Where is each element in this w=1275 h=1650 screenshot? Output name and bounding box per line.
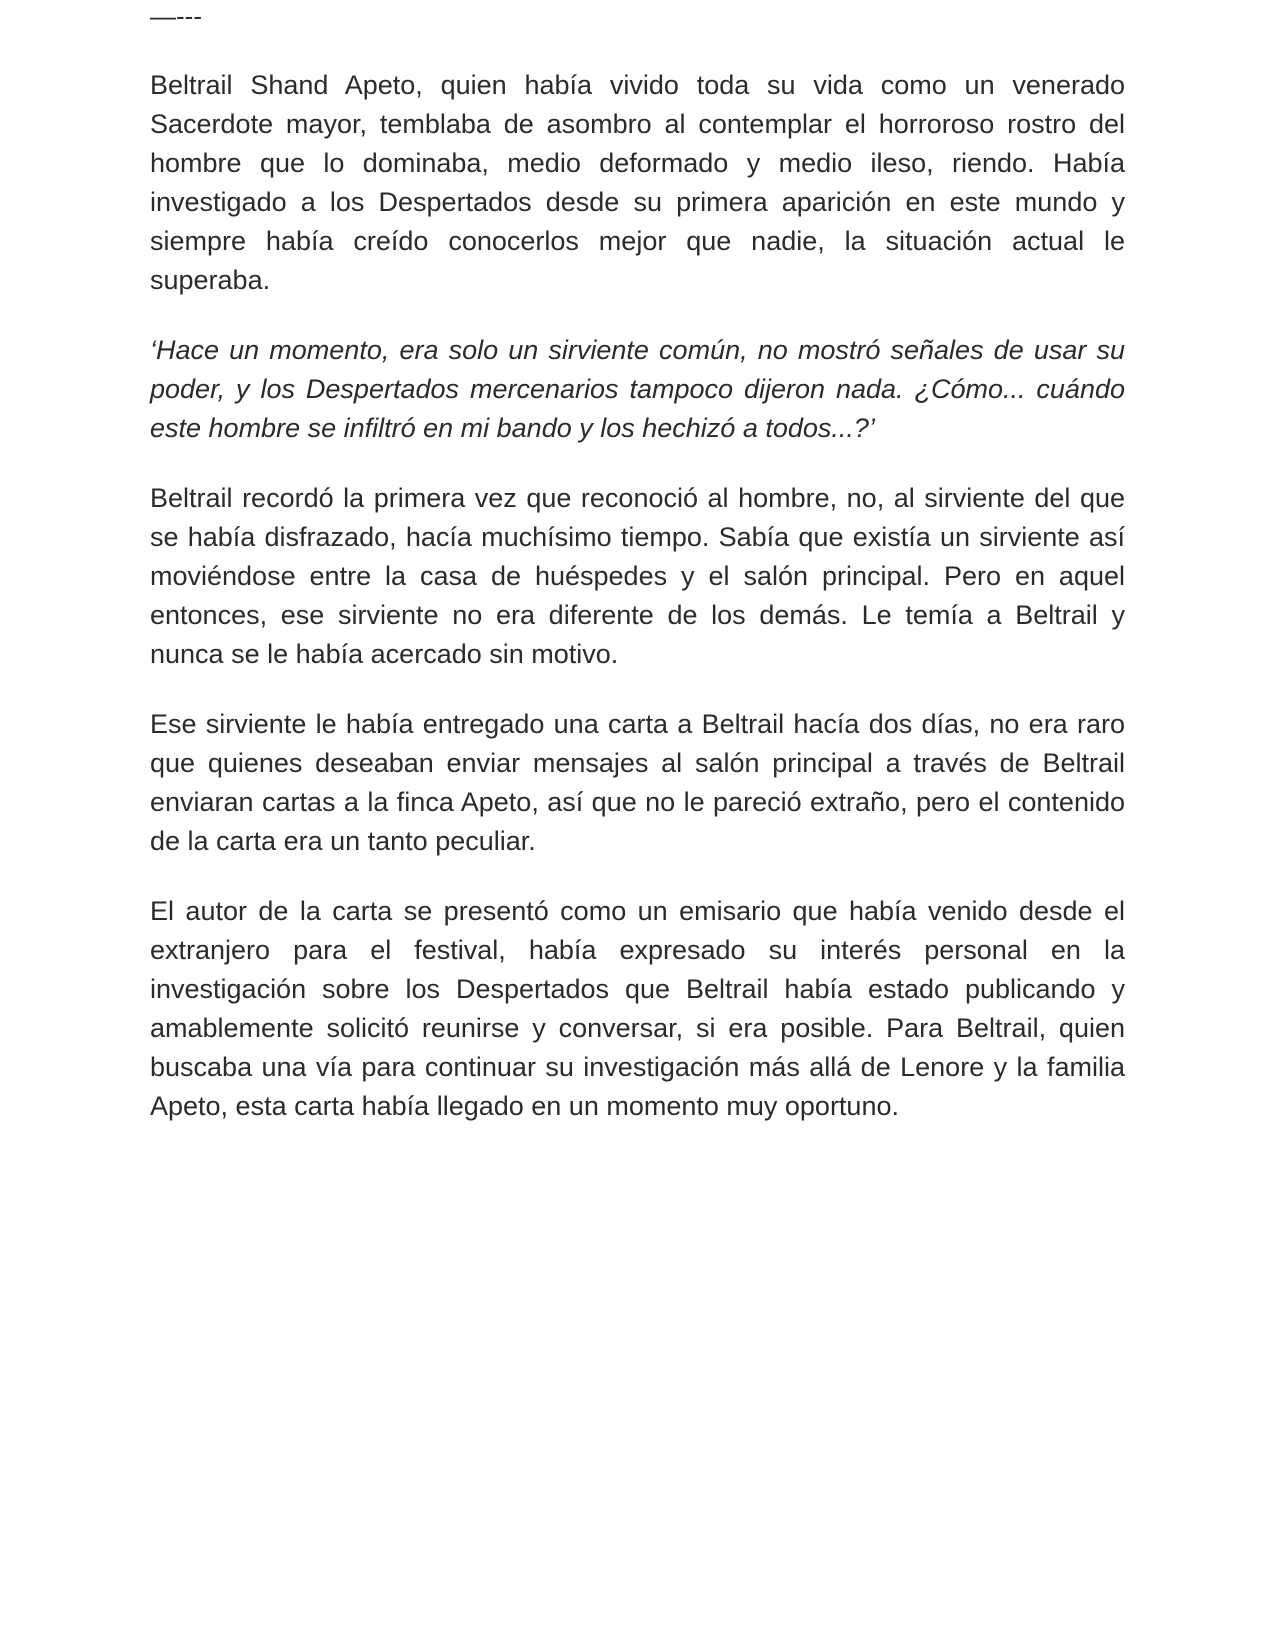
scene-separator: —--- [150,1,202,31]
spacer [150,861,1125,892]
paragraph-4: Ese sirviente le había entregado una carta a Beltrail hacía dos días, no era raro que quienes deseaban enviar mensajes al salón principal a través de Beltrail enviaran cartas a la finca Apeto, así que no le pareció extraño, pero el contenido de la carta era un tanto peculiar. [150,709,1125,856]
spacer [150,674,1125,705]
spacer [150,300,1125,331]
document-page [150,0,1125,1126]
spacer [150,448,1125,479]
spacer [150,33,1125,66]
paragraph-5: El autor de la carta se presentó como un emisario que había venido desde el extranjero para el festival, había expresado su interés personal en la investigación sobre los Despertados que Beltrail había estado publicando y amablemente solicitó reunirse y conversar, si era posible. Para Beltrail, quien buscaba una vía para continuar su investigación más allá de Lenore y la familia Apeto, esta carta había llegado en un momento muy oportuno. [150,896,1125,1121]
paragraph-3: Beltrail recordó la primera vez que reconoció al hombre, no, al sirviente del que se había disfrazado, hacía muchísimo tiempo. Sabía que existía un sirviente así moviéndose entre la casa de huéspedes y el salón principal. Pero en aquel entonces, ese sirviente no era diferente de los demás. Le temía a Beltrail y nunca se le había acercado sin motivo. [150,483,1125,669]
paragraph-2-inner-thought: ‘Hace un momento, era solo un sirviente común, no mostró señales de usar su poder, y los Despertados mercenarios tampoco dijeron nada. ¿Cómo... cuándo este hombre se infiltró en mi bando y los hechizó a todos...?’ [150,335,1125,443]
paragraph-1: Beltrail Shand Apeto, quien había vivido toda su vida como un venerado Sacerdote mayor, temblaba de asombro al contemplar el horroroso rostro del hombre que lo dominaba, medio deformado y medio ileso, riendo. Había investigado a los Despertados desde su primera aparición en este mundo y siempre había creído conocerlos mejor que nadie, la situación actual le superaba. [150,70,1125,295]
